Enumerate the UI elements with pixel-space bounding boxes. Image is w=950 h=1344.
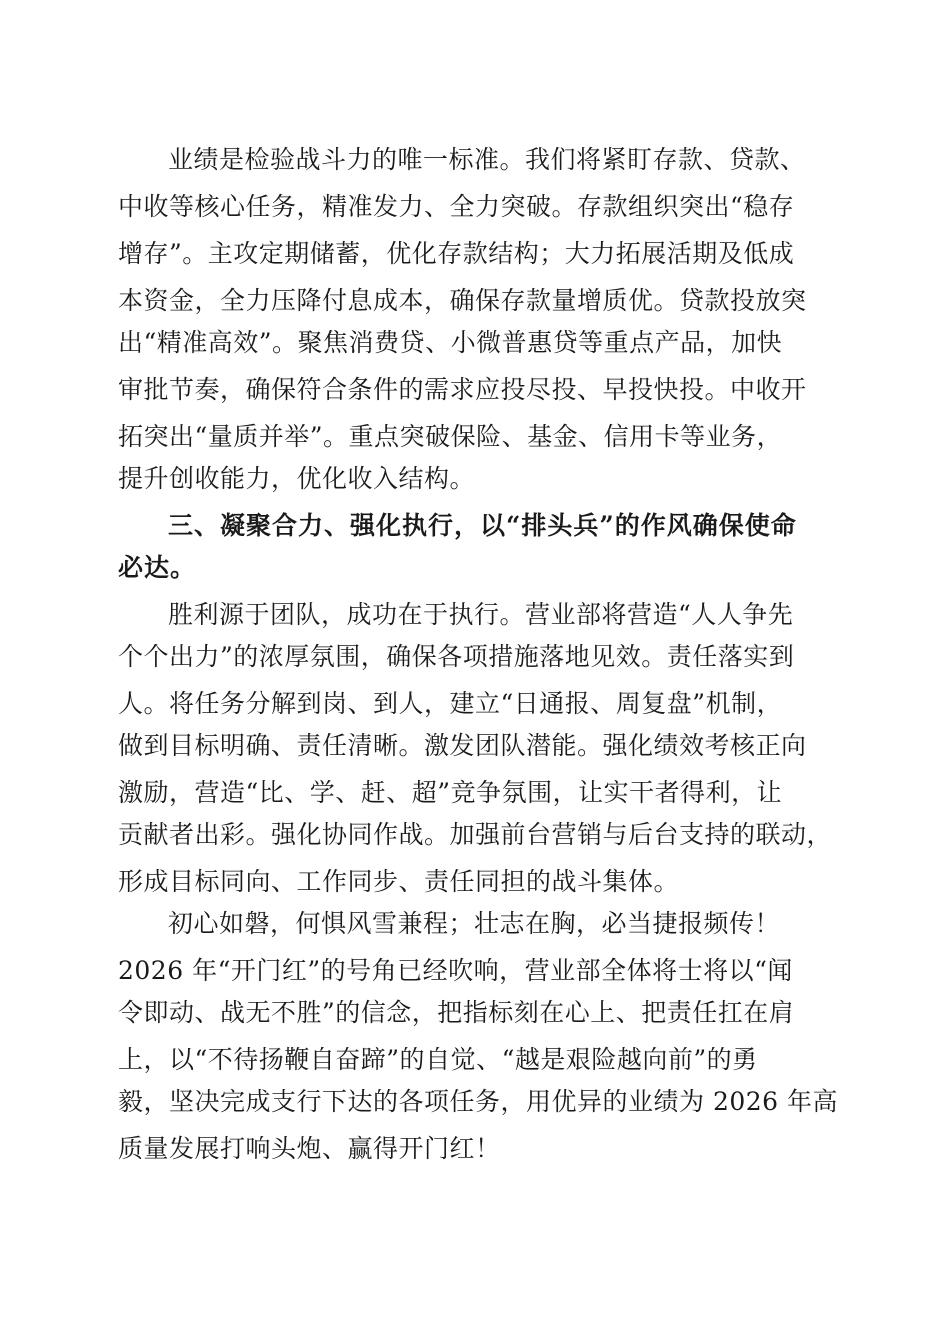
paragraph-3-line-3: 令即动、战无不胜”的信念，把指标刻在心上、把责任扛在肩	[118, 998, 795, 1027]
paragraph-3-line-1: 初心如磐，何惧风雪兼程；壮志在胸，必当捷报频传！	[168, 909, 781, 938]
paragraph-2-line-5: 激励，营造“比、学、赶、超”竞争氛围，让实干者得利，让	[118, 778, 783, 807]
paragraph-2-line-3: 人。将任务分解到岗、到人，建立“日通报、周复盘”机制，	[118, 689, 783, 718]
paragraph-1-line-3: 增存”。主攻定期储蓄，优化存款结构；大力拓展活期及低成	[118, 239, 795, 268]
paragraph-1-line-6: 审批节奏，确保符合条件的需求应投尽投、早投快投。中收开	[118, 375, 807, 404]
paragraph-1-line-1: 业绩是检验战斗力的唯一标准。我们将紧盯存款、贷款、	[168, 145, 806, 174]
section-heading-line-2: 必达。	[118, 553, 197, 582]
paragraph-1-line-2: 中收等核心任务，精准发力、全力突破。存款组织突出“稳存	[118, 192, 795, 221]
paragraph-1-line-4: 本资金，全力压降付息成本，确保存款量增质优。贷款投放突	[118, 286, 807, 315]
paragraph-1-line-7: 拓突出“量质并举”。重点突破保险、基金、信用卡等业务，	[118, 422, 783, 451]
paragraph-2-line-1: 胜利源于团队，成功在于执行。营业部将营造“人人争先	[168, 600, 794, 629]
paragraph-2-line-4: 做到目标明确、责任清晰。激发团队潜能。强化绩效考核正向	[118, 731, 807, 760]
paragraph-1-line-8: 提升创收能力，优化收入结构。	[118, 464, 476, 493]
paragraph-2-line-7: 形成目标同向、工作同步、责任同担的战斗集体。	[118, 867, 680, 896]
paragraph-3-line-5: 毅，坚决完成支行下达的各项任务，用优异的业绩为 2026 年高	[118, 1087, 839, 1116]
paragraph-2-line-6: 贡献者出彩。强化协同作战。加强前台营销与后台支持的联动，	[118, 820, 833, 849]
paragraph-3-line-4: 上，以“不待扬鞭自奋蹄”的自觉、“越是艰险越向前”的勇	[118, 1045, 758, 1074]
paragraph-3-line-6: 质量发展打响头炮、赢得开门红！	[118, 1134, 501, 1163]
section-heading-line-1: 三、凝聚合力、强化执行，以“排头兵”的作风确保使命	[168, 511, 797, 540]
paragraph-3-line-2: 2026 年“开门红”的号角已经吹响，营业部全体将士将以“闻	[118, 956, 793, 985]
paragraph-2-line-2: 个个出力”的浓厚氛围，确保各项措施落地见效。责任落实到	[118, 642, 795, 671]
paragraph-1-line-5: 出“精准高效”。聚焦消费贷、小微普惠贷等重点产品，加快	[118, 328, 783, 357]
